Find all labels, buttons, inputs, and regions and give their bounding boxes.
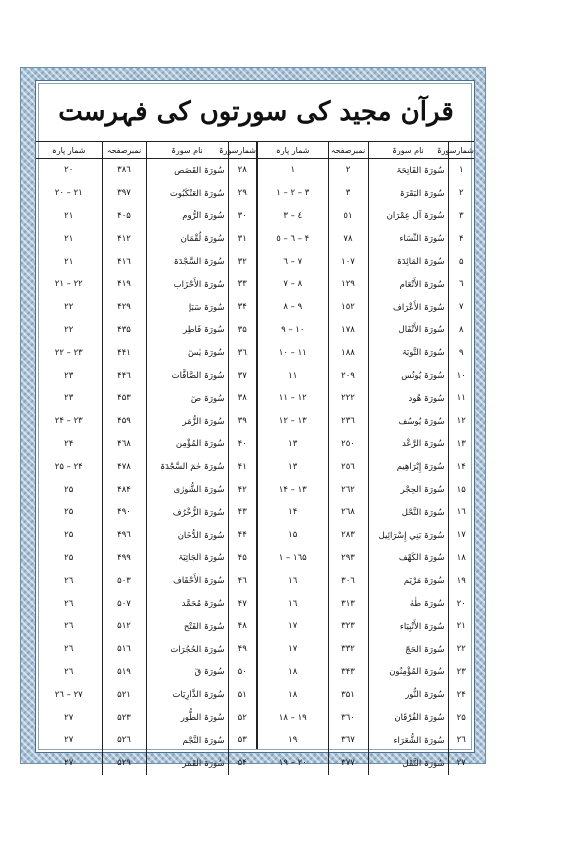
index-page [35, 80, 475, 769]
table-row [258, 296, 474, 319]
table-row [36, 524, 256, 547]
para-cell: ١٦ [288, 598, 298, 609]
header-page: نمبرصفحہ [328, 142, 368, 159]
page-cell: ٣٩٧ [102, 182, 146, 205]
table-row [258, 524, 474, 547]
serial-cell: ۴٣ [228, 501, 256, 524]
table-row [36, 592, 256, 615]
table-row [258, 387, 474, 410]
page-cell: ۴۵٩ [102, 410, 146, 433]
table-row [36, 752, 256, 775]
serial-cell: ٢٨ [228, 159, 256, 182]
page-cell: ۵١٢ [102, 615, 146, 638]
page-cell: ٢٦٢ [328, 478, 368, 501]
page-cell: ١٥٢ [328, 296, 368, 319]
page-cell: ۵٢٩ [102, 752, 146, 775]
surah-name-cell: سُورَۃ النَّجْم [146, 729, 228, 752]
para-cell: ٨ – ٧ [283, 279, 303, 290]
table-row [258, 752, 474, 775]
table-row [36, 227, 256, 250]
para-cell: ٢٧ [64, 735, 74, 746]
para-cell: ٢۵ – ٢۴ [54, 461, 83, 472]
page-cell: ۵٢٣ [102, 706, 146, 729]
para-cell: ٢٦ [64, 621, 74, 632]
surah-name-cell: سُورَۃ الأَعْرَاف [368, 296, 448, 319]
surah-name-cell: سُورَۃ الفَتْح [146, 615, 228, 638]
page-cell: ٢٥٠ [328, 433, 368, 456]
surah-name-cell: سُورَۃ الرَّعْد [368, 433, 448, 456]
surah-name-cell: سُورَۃ النَّمْل [368, 752, 448, 775]
serial-cell: ٧ [448, 296, 474, 319]
surah-name-cell: سُورَۃ المُؤْمِن [146, 433, 228, 456]
para-cell: ٢٣ [64, 393, 74, 404]
page-cell: ٣٨٦ [102, 159, 146, 182]
para-cell: ٢۵ [64, 507, 74, 518]
page-cell: ٣٧٧ [328, 752, 368, 775]
serial-cell: ٣٧ [228, 364, 256, 387]
table-row [258, 433, 474, 456]
table-row [258, 501, 474, 524]
page-cell: ٢٦٨ [328, 501, 368, 524]
page-cell: ۵٢١ [102, 683, 146, 706]
page-cell: ١٧٨ [328, 319, 368, 342]
para-cell: ٢٦ [64, 644, 74, 655]
serial-cell: ٢٦ [448, 729, 474, 752]
para-cell: ٩ – ٨ [283, 302, 303, 313]
surah-name-cell: سُورَۃ القَمَر [146, 752, 228, 775]
surah-name-cell: سُورَۃ العَنْكَبُوت [146, 182, 228, 205]
table-row [36, 319, 256, 342]
surah-name-cell: سُورَۃ الشُّعَرَاء [368, 729, 448, 752]
serial-cell: ۴٢ [228, 478, 256, 501]
table-row [258, 592, 474, 615]
table-row [36, 433, 256, 456]
para-cell: ٢۵ [64, 484, 74, 495]
para-cell: ١٨ [288, 666, 298, 677]
surah-name-cell: سُورَۃ المُؤْمِنُون [368, 661, 448, 684]
table-row [36, 182, 256, 205]
para-cell: ٢٦ [64, 598, 74, 609]
para-cell: ١٣ [288, 461, 298, 472]
page-cell: ١٠٧ [328, 250, 368, 273]
table-row [258, 159, 474, 182]
page-cell: ۵٢٦ [102, 729, 146, 752]
page-cell: ٢٣٦ [328, 410, 368, 433]
surah-name-cell: سُورَۃ إِبْرَاهِيم [368, 455, 448, 478]
table-body [258, 159, 474, 775]
para-cell: ٢٧ [64, 712, 74, 723]
page-cell: ۴٣۵ [102, 319, 146, 342]
table-row [258, 273, 474, 296]
serial-cell: ٣۵ [228, 319, 256, 342]
para-cell: ١ [290, 165, 296, 176]
table-body [36, 159, 256, 775]
serial-cell: ٢۵ [448, 706, 474, 729]
table-row [36, 638, 256, 661]
table-row [36, 729, 256, 752]
serial-cell: ٢٠ [448, 592, 474, 615]
surah-name-cell: سُورَۃ الفُرْقَان [368, 706, 448, 729]
column-divider [256, 141, 258, 749]
para-cell: ٢۵ [64, 530, 74, 541]
table-row [258, 729, 474, 752]
page-cell: ۴٧٨ [102, 455, 146, 478]
header-para: شمار پارہ [258, 142, 328, 159]
para-cell: ١١ – ١٠ [278, 347, 307, 358]
para-cell: ٢٢ – ٢١ [54, 279, 83, 290]
serial-cell: ٦ [448, 273, 474, 296]
table-row [36, 159, 256, 182]
table-row [36, 706, 256, 729]
surah-name-cell: سُورَۃ بَنِي إِسْرَائِيل [368, 524, 448, 547]
page-cell: ٣٢٣ [328, 615, 368, 638]
table-row [258, 182, 474, 205]
para-cell: ١٦ – ١۵ [278, 552, 307, 563]
page-cell: ٣٠٦ [328, 569, 368, 592]
surah-name-cell: سُورَۃ الأَحْزَاب [146, 273, 228, 296]
surah-name-cell: سُورَۃ الزُّمَر [146, 410, 228, 433]
para-cell: ٢٠ [64, 165, 74, 176]
serial-cell: ٣٦ [228, 341, 256, 364]
header-page: نمبرصفحہ [102, 142, 146, 159]
surah-name-cell: سُورَۃ النَّحْل [368, 501, 448, 524]
para-cell: ٢٠ – ١٩ [278, 758, 307, 769]
serial-cell: ١٨ [448, 547, 474, 570]
para-cell: ١٣ [288, 438, 298, 449]
surah-name-cell: سُورَۃ الشُّورٰى [146, 478, 228, 501]
table-row [258, 227, 474, 250]
para-cell: ١٣ – ١٢ [278, 416, 307, 427]
table-row [258, 638, 474, 661]
serial-cell: ٢ [448, 182, 474, 205]
table-row [36, 501, 256, 524]
page-cell: ۴١٦ [102, 250, 146, 273]
table-header [258, 142, 474, 159]
page-cell: ۴٩٦ [102, 524, 146, 547]
serial-cell: ١٢ [448, 410, 474, 433]
surah-name-cell: سُورَۃ آل عِمْرَان [368, 205, 448, 228]
para-cell: ٢٣ – ٢٢ [54, 347, 83, 358]
page-cell: ۵١٩ [102, 661, 146, 684]
table-row [258, 364, 474, 387]
surah-name-cell: سُورَۃ الجَاثِيَۃ [146, 547, 228, 570]
table-row [36, 273, 256, 296]
surah-name-cell: سُورَۃ الصَّافَّات [146, 364, 228, 387]
table-row [36, 296, 256, 319]
surah-name-cell: سُورَۃ الرُّوم [146, 205, 228, 228]
table-row [258, 455, 474, 478]
surah-name-cell: سُورَۃ يٰسٓ [146, 341, 228, 364]
table-row [258, 410, 474, 433]
para-cell: ١۵ [288, 530, 298, 541]
surah-name-cell: سُورَۃ الأَنْبِيَاء [368, 615, 448, 638]
para-cell: ٦ – ٥ – ۴ [276, 233, 310, 244]
para-cell: ٢٧ [64, 758, 74, 769]
para-cell: ٢٧ – ٢٦ [54, 689, 83, 700]
para-cell: ٧ – ٦ [283, 256, 303, 267]
serial-cell: ۴ [448, 227, 474, 250]
surah-name-cell: سُورَۃ الحُجُرَات [146, 638, 228, 661]
page-cell: ۵٠٧ [102, 592, 146, 615]
page-cell: ٧٨ [328, 227, 368, 250]
header-name: نام سورۃ [146, 142, 228, 159]
table-row [258, 569, 474, 592]
para-cell: ٢۴ [64, 438, 74, 449]
serial-cell: ١٠ [448, 364, 474, 387]
page-cell: ۴١٢ [102, 227, 146, 250]
table-row [36, 615, 256, 638]
page-cell: ٢٨٣ [328, 524, 368, 547]
surah-name-cell: سُورَۃ الزُّخْرُف [146, 501, 228, 524]
surah-name-cell: سُورَۃ الحَجّ [368, 638, 448, 661]
serial-cell: ٢١ [448, 615, 474, 638]
page-cell: ٢٩٣ [328, 547, 368, 570]
surah-name-cell: سُورَۃ قٓ [146, 661, 228, 684]
para-cell: ١٧ [288, 644, 298, 655]
para-cell: ٢٦ [64, 666, 74, 677]
surah-name-cell: سُورَۃ يُوسُف [368, 410, 448, 433]
table-row [258, 615, 474, 638]
table-row [258, 205, 474, 228]
surah-name-cell: سُورَۃ النُّور [368, 683, 448, 706]
header-name: نام سورۃ [368, 142, 448, 159]
table-row [36, 387, 256, 410]
serial-cell: ٣٠ [228, 205, 256, 228]
serial-cell: ۴٧ [228, 592, 256, 615]
page-cell: ٢٢٢ [328, 387, 368, 410]
serial-cell: ۴٨ [228, 615, 256, 638]
serial-cell: ۵۴ [228, 752, 256, 775]
para-cell: ٢٣ [64, 370, 74, 381]
table-row [36, 569, 256, 592]
surah-name-cell: سُورَۃ السَّجْدَۃ [146, 250, 228, 273]
serial-cell: ١٦ [448, 501, 474, 524]
surah-name-cell: سُورَۃ التَّوبَۃ [368, 341, 448, 364]
para-cell: ٤ – ٣ [283, 210, 303, 221]
surah-name-cell: سُورَۃ حٰمٓ السَّجْدَۃ [146, 455, 228, 478]
serial-cell: ۵١ [228, 683, 256, 706]
serial-cell: ١ [448, 159, 474, 182]
serial-cell: ٢٢ [448, 638, 474, 661]
table-row [36, 205, 256, 228]
page-title: قرآن مجید کی سورتوں کی فہرست [58, 97, 454, 127]
surah-name-cell: سُورَۃ لُقْمَان [146, 227, 228, 250]
surah-name-cell: سُورَۃ الحِجْر [368, 478, 448, 501]
surah-name-cell: سُورَۃ الأَنْفَال [368, 319, 448, 342]
serial-cell: ٣٢ [228, 250, 256, 273]
table-row [258, 478, 474, 501]
page-cell: ۴٨۴ [102, 478, 146, 501]
page-cell: ٢٠٩ [328, 364, 368, 387]
para-cell: ١٦ [288, 575, 298, 586]
para-cell: ١٠ – ٩ [281, 324, 305, 335]
page-cell: ٥١ [328, 205, 368, 228]
surah-name-cell: سُورَۃ النِّسَاء [368, 227, 448, 250]
serial-cell: ۴٩ [228, 638, 256, 661]
serial-cell: ٢۴ [448, 683, 474, 706]
para-cell: ١۴ – ١٣ [278, 484, 307, 495]
page-cell: ۴٦٨ [102, 433, 146, 456]
para-cell: ٢۴ – ٢٣ [54, 416, 83, 427]
page-cell: ٣۴٣ [328, 661, 368, 684]
table-row [258, 341, 474, 364]
header-serial: شمارسورۃ [228, 142, 256, 159]
table-row [36, 410, 256, 433]
surah-name-cell: سُورَۃ يُونُس [368, 364, 448, 387]
surah-name-cell: سُورَۃ الذَّارِيَات [146, 683, 228, 706]
surah-table-left [36, 141, 256, 775]
serial-cell: ۴۵ [228, 547, 256, 570]
page-cell: ٣٦٧ [328, 729, 368, 752]
serial-cell: ٣٩ [228, 410, 256, 433]
surah-name-cell: سُورَۃ الدُّخَان [146, 524, 228, 547]
table-row [36, 683, 256, 706]
para-cell: ١١ [288, 370, 298, 381]
page-cell: ۴٠۵ [102, 205, 146, 228]
serial-cell: ۵٢ [228, 706, 256, 729]
para-cell: ١٢ – ١١ [278, 393, 307, 404]
page-cell: ۴٩٩ [102, 547, 146, 570]
para-cell: ١٩ [288, 735, 298, 746]
surah-table-right [258, 141, 474, 775]
para-cell: ٢١ – ٢٠ [54, 188, 83, 199]
table-row [36, 661, 256, 684]
para-cell: ٢٢ [64, 324, 74, 335]
page-cell: ۴۴٦ [102, 364, 146, 387]
surah-name-cell: سُورَۃ مُحَمَّد [146, 592, 228, 615]
serial-cell: ٣٣ [228, 273, 256, 296]
table-row [36, 364, 256, 387]
para-cell: ١۴ [288, 507, 298, 518]
page-cell: ۵٠٣ [102, 569, 146, 592]
surah-name-cell: سُورَۃ القَصَص [146, 159, 228, 182]
page-cell: ١٨٨ [328, 341, 368, 364]
serial-cell: ٢٣ [448, 661, 474, 684]
page-cell: ۵١٦ [102, 638, 146, 661]
serial-cell: ١٣ [448, 433, 474, 456]
serial-cell: ٢٩ [228, 182, 256, 205]
header-para: شمار پارہ [36, 142, 102, 159]
surah-name-cell: سُورَۃ الفَاتِحَۃ [368, 159, 448, 182]
table-row [258, 706, 474, 729]
page-cell: ٣ [328, 182, 368, 205]
page-cell: ١٢٩ [328, 273, 368, 296]
page-cell: ۴۵٣ [102, 387, 146, 410]
table-row [36, 455, 256, 478]
serial-cell: ١٧ [448, 524, 474, 547]
table-row [36, 250, 256, 273]
serial-cell: ۵٠ [228, 661, 256, 684]
table-row [258, 661, 474, 684]
serial-cell: ٣۴ [228, 296, 256, 319]
serial-cell: ۵ [448, 250, 474, 273]
table-row [258, 683, 474, 706]
serial-cell: ۴١ [228, 455, 256, 478]
surah-name-cell: سُورَۃ صٓ [146, 387, 228, 410]
surah-name-cell: سُورَۃ هُود [368, 387, 448, 410]
para-cell: ٢١ [64, 256, 74, 267]
surah-name-cell: سُورَۃ الكَهْف [368, 547, 448, 570]
serial-cell: ٨ [448, 319, 474, 342]
surah-name-cell: سُورَۃ الطُّور [146, 706, 228, 729]
serial-cell: ١١ [448, 387, 474, 410]
page-cell: ۴٢٩ [102, 296, 146, 319]
table-row [36, 547, 256, 570]
table-row [258, 250, 474, 273]
serial-cell: ١۴ [448, 455, 474, 478]
surah-name-cell: سُورَۃ البَقَرَۃ [368, 182, 448, 205]
serial-cell: ٢٧ [448, 752, 474, 775]
table-row [258, 547, 474, 570]
serial-cell: ١٩ [448, 569, 474, 592]
serial-cell: ٣ [448, 205, 474, 228]
para-cell: ٣ – ٢ – ١ [276, 188, 310, 199]
surah-name-cell: سُورَۃ طٰهٰ [368, 592, 448, 615]
surah-name-cell: سُورَۃ المَائِدَۃ [368, 250, 448, 273]
surah-name-cell: سُورَۃ الأَحْقَاف [146, 569, 228, 592]
page-cell: ٣۵١ [328, 683, 368, 706]
serial-cell: ۴۴ [228, 524, 256, 547]
serial-cell: ١۵ [448, 478, 474, 501]
surah-name-cell: سُورَۃ سَبَإ [146, 296, 228, 319]
page-cell: ٢ [328, 159, 368, 182]
serial-cell: ۴٠ [228, 433, 256, 456]
para-cell: ٢٦ [64, 575, 74, 586]
serial-cell: ٣٨ [228, 387, 256, 410]
page-cell: ٢٥٦ [328, 455, 368, 478]
serial-cell: ٣١ [228, 227, 256, 250]
page-cell: ٣١٣ [328, 592, 368, 615]
header-serial: شمارسورۃ [448, 142, 474, 159]
table-header [36, 142, 256, 159]
table-row [36, 478, 256, 501]
page-cell: ۴١٩ [102, 273, 146, 296]
para-cell: ٢١ [64, 233, 74, 244]
para-cell: ٢١ [64, 210, 74, 221]
para-cell: ١٩ – ١٨ [278, 712, 307, 723]
surah-name-cell: سُورَۃ الأَنْعَام [368, 273, 448, 296]
surah-name-cell: سُورَۃ فَاطِر [146, 319, 228, 342]
table-row [36, 341, 256, 364]
page-cell: ۴۴١ [102, 341, 146, 364]
para-cell: ١٨ [288, 689, 298, 700]
serial-cell: ۴٦ [228, 569, 256, 592]
para-cell: ٢۵ [64, 552, 74, 563]
page-cell: ٣٦٠ [328, 706, 368, 729]
surah-name-cell: سُورَۃ مَرْيَم [368, 569, 448, 592]
page-cell: ۴٩٠ [102, 501, 146, 524]
page-cell: ٣٣٢ [328, 638, 368, 661]
serial-cell: ٩ [448, 341, 474, 364]
table-row [258, 319, 474, 342]
serial-cell: ۵٣ [228, 729, 256, 752]
para-cell: ١٧ [288, 621, 298, 632]
para-cell: ٢٢ [64, 302, 74, 313]
